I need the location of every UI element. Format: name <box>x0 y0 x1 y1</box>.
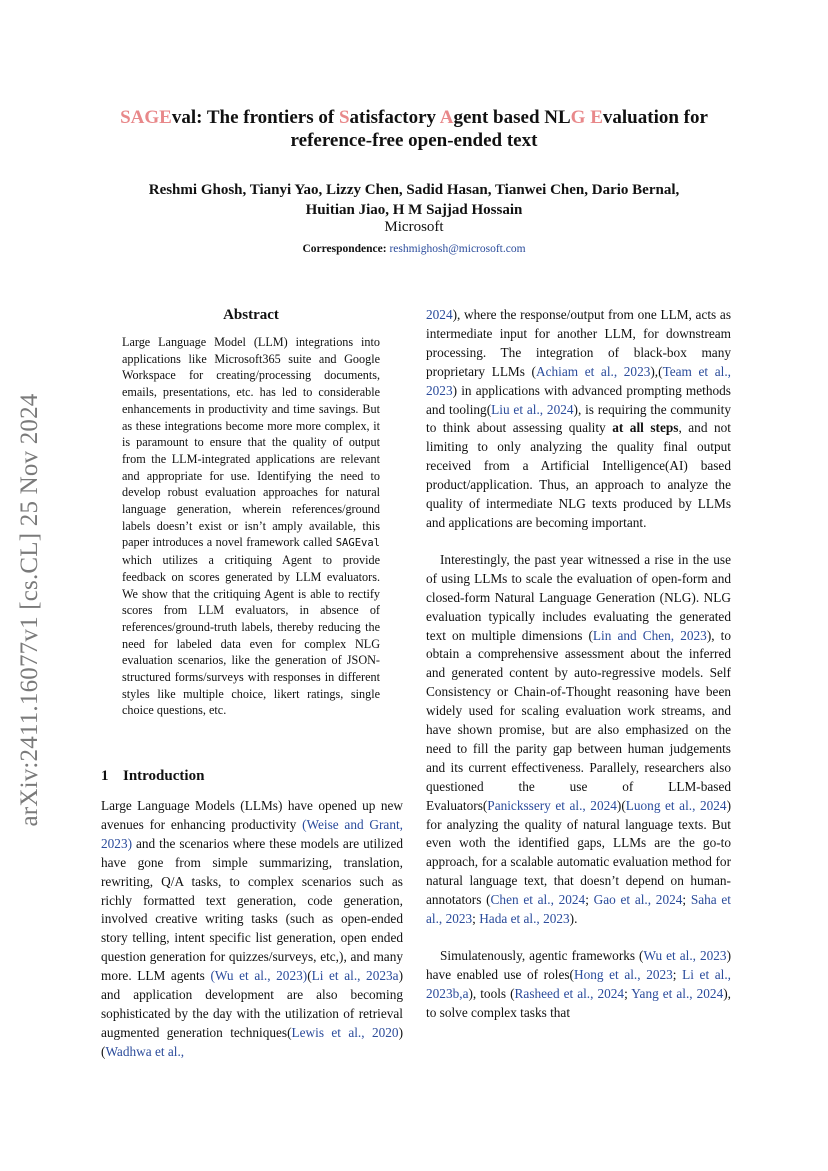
body-text: Simulatenously, agentic frameworks ( <box>440 948 644 963</box>
citation-link[interactable]: 2024 <box>426 307 453 322</box>
section-title: Introduction <box>123 768 205 784</box>
body-text: ) in applications with advanced prompting methods and tooling( <box>426 382 731 417</box>
section-heading-introduction <box>101 768 403 785</box>
right-column <box>426 306 731 1023</box>
body-text: )( <box>101 1024 403 1059</box>
body-text: ), where the response/output from one LLM, acts as intermediate input for another LLM, for downstream processing. The integration of black-box many proprietary LLMs ( <box>426 307 731 379</box>
body-text: ), to obtain a comprehensive assessment about the inferred and generated content by auto-regressive models. Self Consistency or Chain-of-Thought reasoning have been widely used for scaling evaluation work streams, and have shown promise, but are also emphasized on the need to fill the parity gap between human judgements and its current effectiveness. Parallely, researchers also questioned the use of LLM-based Evaluators( <box>426 627 732 813</box>
title-acronym-letter: S <box>338 107 350 128</box>
paper-title <box>90 106 738 152</box>
body-text: ; <box>672 966 683 982</box>
citation-link[interactable]: Saha et al., 2023 <box>426 892 731 927</box>
arxiv-identifier: arXiv:2411.16077v1 [cs.CL] 25 Nov 2024 <box>16 393 43 827</box>
citation-link[interactable]: (Weise and Grant, 2023) <box>101 816 403 851</box>
body-text: )( <box>616 797 626 813</box>
citation-link[interactable]: Lin and Chen, 2023 <box>592 627 707 643</box>
body-text: ; <box>682 892 691 908</box>
title-acronym-letter: G <box>570 107 586 128</box>
body-text: ) and application development are also becoming sophisticated by the day with the utilization of retrieval augmented generation techniques( <box>101 968 403 1040</box>
body-text: ), to solve complex tasks that <box>426 985 731 1020</box>
title-text: valuation for reference-free open-ended text <box>290 107 708 151</box>
citation-link[interactable]: Wu et al., 2023 <box>643 948 727 963</box>
affiliation: Microsoft <box>384 219 444 235</box>
citation-link[interactable]: Hada et al., 2023 <box>479 911 570 927</box>
body-text: ) have enabled use of roles( <box>426 948 731 982</box>
body-text: ). <box>569 911 578 927</box>
citation-link[interactable]: Rasheed et al., 2024 <box>514 985 625 1001</box>
body-text: ) for analyzing the quality of natural language texts. But even woth the identified gaps, LLMs are the go-to approach, for a scalable automatic evaluation method for natural language text, that doesn’t depend on human-annotators ( <box>426 797 731 908</box>
paragraph <box>426 306 731 533</box>
body-text: ), tools ( <box>468 985 515 1001</box>
citation-link[interactable]: Achiam et al., 2023 <box>535 363 651 379</box>
citation-link[interactable]: Team et al., 2023 <box>426 363 731 398</box>
abstract-text-part-2: which utilizes a critiquing Agent to provide feedback on scores generated by LLM evaluators. We show that the critiquing Agent is able to rectify scores from LLM evaluators, in absence of references/ground-truth labels, thereby reducing the need for labeled data even for complex NLG evaluation scenarios, like the generation of JSON-structured forms/surveys with responses in different styles like multiple choice, likert ratings, single choice questions, etc. <box>122 553 380 718</box>
paragraph <box>426 551 731 929</box>
abstract-heading: Abstract <box>223 307 279 323</box>
citation-link[interactable]: Luong et al., 2024 <box>625 797 727 813</box>
body-text: ; <box>585 892 594 908</box>
citation-link[interactable]: Li et al., 2023a <box>311 968 399 984</box>
correspondence-label: Correspondence: <box>302 243 387 255</box>
section-number: 1 <box>101 768 109 784</box>
introduction-left-column <box>101 797 403 1062</box>
title-acronym-letter: SAGE <box>120 107 172 128</box>
body-text: , and not limiting to only analyzing the quality final output received from a Artificial Intelligence(AI) based product/application. Thus, an approach to analyze the quality of intermediate NLG texts produced by LLMs and applications are becoming important. <box>426 420 731 530</box>
paragraph <box>426 947 731 1023</box>
title-acronym-letter: A <box>439 107 454 128</box>
citation-link[interactable]: Lewis et al., 2020 <box>291 1024 399 1040</box>
correspondence <box>90 243 738 255</box>
author-list <box>90 180 738 220</box>
abstract-text-part-1: Large Language Model (LLM) integrations into applications like Microsoft365 suite and Google Workspace for creating/processing documents, emails, presentations, etc. has led to considerable enhancements in productivity and time savings. But as these integrations become more more complex, it is paramount to ensure that the quality of output from the LLM-integrated applications are relevant and appropriate for use. Identifying the need to develop robust evaluation approaches for natural language generation, wherein references/ground labels doesn’t exist or isn’t amply available, this paper introduces a novel framework called <box>122 335 380 550</box>
citation-link[interactable]: Gao et al., 2024 <box>593 892 683 908</box>
citation-link[interactable]: (Wu et al., 2023) <box>210 968 308 984</box>
framework-name-code: SAGEval <box>335 537 380 550</box>
citation-link[interactable]: Yang et al., 2024 <box>631 985 724 1001</box>
title-text: val: The frontiers of <box>171 107 339 128</box>
arxiv-sidebar <box>0 360 60 860</box>
authors-line-1: Reshmi Ghosh, Tianyi Yao, Lizzy Chen, Sadid Hasan, Tianwei Chen, Dario Bernal, <box>148 182 680 198</box>
abstract-body <box>122 334 380 719</box>
correspondence-email-link[interactable]: reshmighosh@microsoft.com <box>389 243 526 255</box>
citation-link[interactable]: Li et al., 2023b,a <box>426 966 731 1001</box>
title-text: atisfactory <box>349 107 440 128</box>
body-text: ; <box>472 911 480 927</box>
body-text: ), is requiring the community to think about assessing quality <box>426 401 731 436</box>
body-text: and the scenarios where these models are utilized have gone from simple summarizing, translation, rewriting, Q/A tasks, to complex scenarios such as richly formatted text generation, code generation, involved creative writing tasks (such as open-ended story telling, intent specific list generation, open ended question generation for quizzes/surveys, etc,), and many more. LLM agents <box>101 835 403 984</box>
citation-link[interactable]: Panickssery et al., 2024 <box>487 797 617 813</box>
citation-link[interactable]: Liu et al., 2024 <box>491 401 574 417</box>
body-text: Interestingly, the past year witnessed a rise in the use of using LLMs to scale the evaluation of open-form and closed-form Natural Language Generation (NLG). NLG evaluation typically includes evaluating the generated text on multiple dimensions ( <box>426 551 731 643</box>
citation-link[interactable]: Hong et al., 2023 <box>573 966 673 982</box>
title-text: gent based NL <box>453 107 571 128</box>
body-text: ; <box>624 985 632 1001</box>
paragraph <box>101 797 403 1062</box>
authors-line-2: Huitian Jiao, H M Sajjad Hossain <box>305 202 523 218</box>
citation-link[interactable]: Chen et al., 2024 <box>490 892 586 908</box>
body-text: ( <box>307 968 312 984</box>
body-text: ),( <box>650 363 663 379</box>
citation-link[interactable]: Wadhwa et al., <box>105 1043 185 1059</box>
title-acronym-letter: E <box>590 107 603 128</box>
body-text: Large Language Models (LLMs) have opened up new avenues for enhancing productivity <box>101 798 403 832</box>
bold-text: at all steps <box>612 420 679 436</box>
